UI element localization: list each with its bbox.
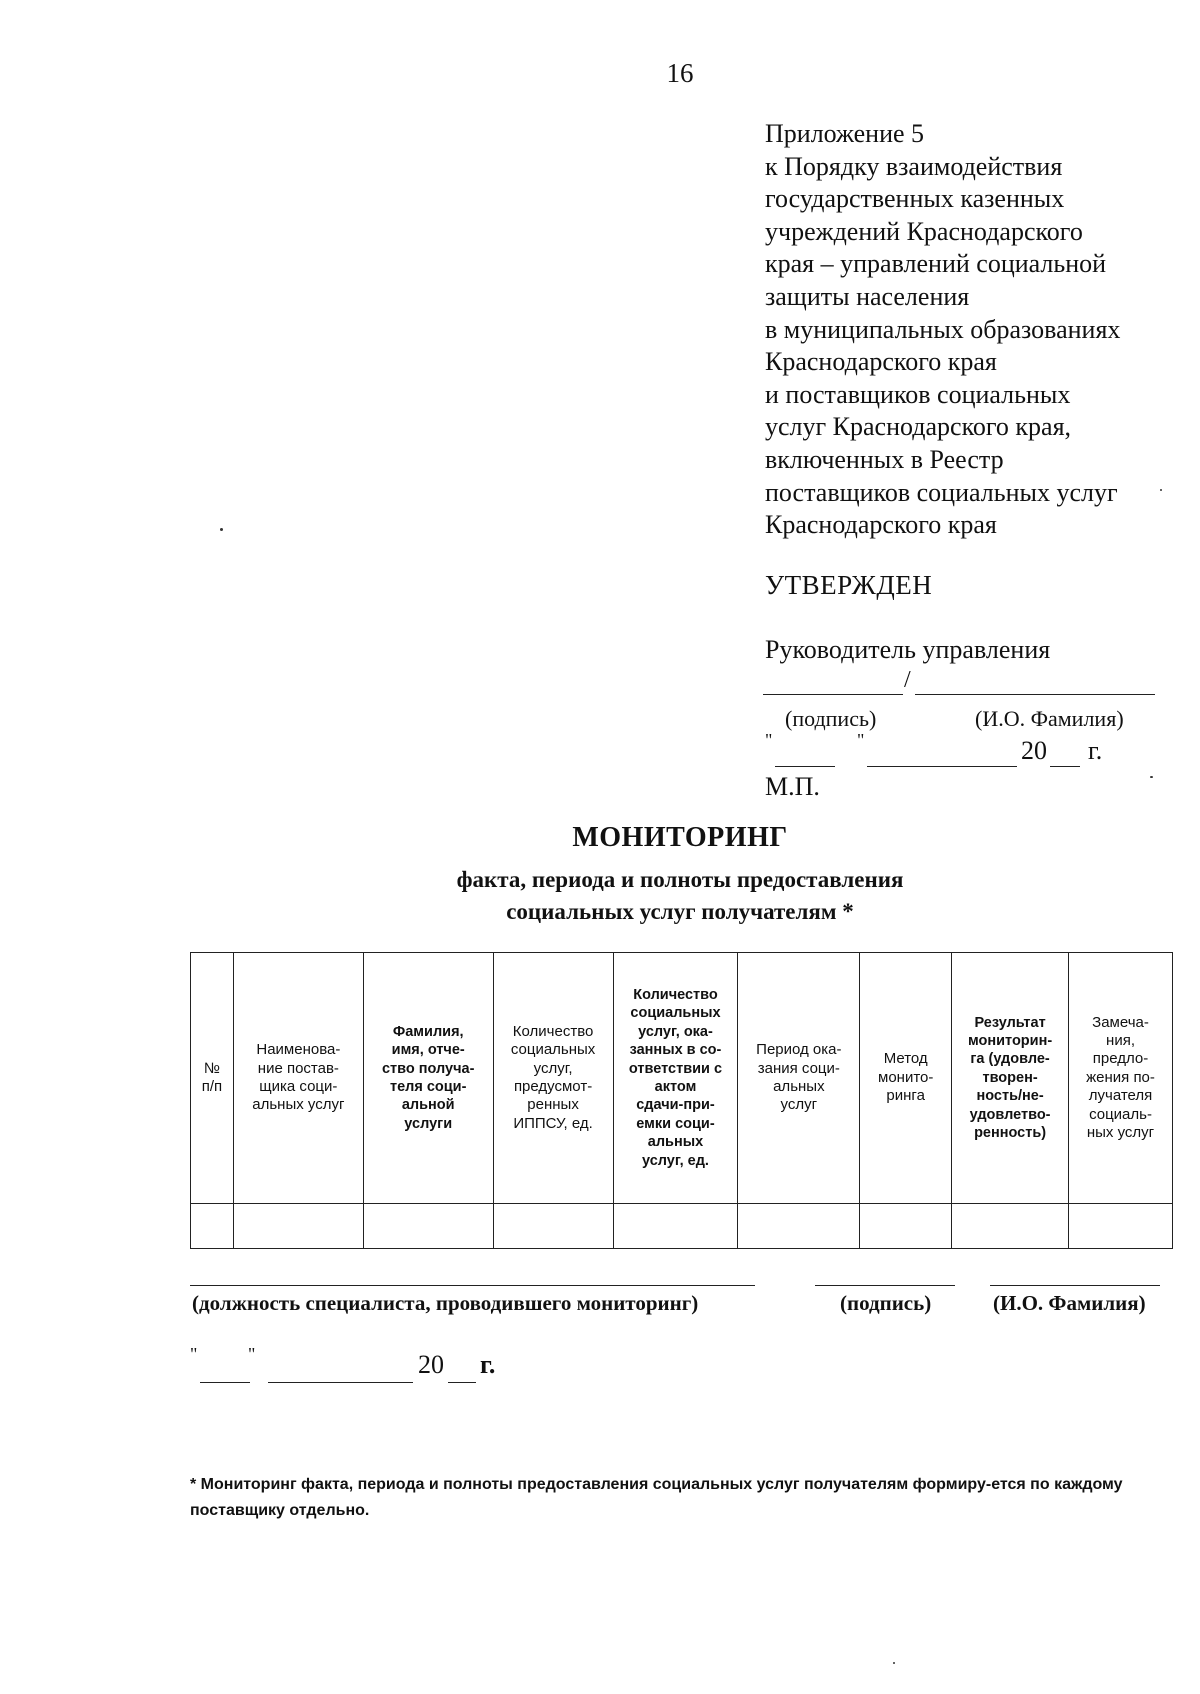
quote-close: " bbox=[248, 1344, 256, 1364]
approval-name-line[interactable] bbox=[915, 694, 1155, 695]
table-cell[interactable] bbox=[493, 1204, 613, 1249]
column-header-provided-count: Количество социальных услуг, ока- занных в со- ответствии с актом сдачи-при- емки соци- альных услуг, ед. bbox=[613, 953, 738, 1204]
table-cell[interactable] bbox=[363, 1204, 493, 1249]
approver-position: Руководитель управления bbox=[765, 635, 1051, 664]
subtitle-line: социальных услуг получателям * bbox=[506, 899, 854, 924]
column-header-recipient: Фамилия, имя, отче- ство получа- теля соци- альной услуги bbox=[363, 953, 493, 1204]
position-line[interactable] bbox=[190, 1285, 755, 1286]
specialist-signature-block bbox=[0, 1285, 1200, 1345]
quote-open: " bbox=[765, 730, 773, 750]
appendix-line: включенных в Реестр bbox=[765, 444, 1004, 474]
column-header-method: Метод монито- ринга bbox=[860, 953, 952, 1204]
year-line[interactable] bbox=[448, 1382, 476, 1383]
appendix-line: поставщиков социальных услуг bbox=[765, 477, 1118, 507]
appendix-line: и поставщиков социальных bbox=[765, 379, 1071, 409]
column-header-remarks: Замеча- ния, предло- жения по- лучателя социаль- ных услуг bbox=[1069, 953, 1173, 1204]
year-suffix: г. bbox=[1088, 736, 1103, 765]
page-number: 16 bbox=[666, 58, 694, 88]
appendix-line: в муниципальных образованиях bbox=[765, 314, 1121, 344]
column-header-result: Результат мониторин- га (удовле- творен- ность/не- удовлетво- ренность) bbox=[952, 953, 1069, 1204]
scan-speck bbox=[893, 1662, 895, 1664]
subtitle-line: факта, периода и полноты предоставления bbox=[456, 867, 904, 892]
appendix-line: учреждений Краснодарского bbox=[765, 216, 1083, 246]
approved-title: УТВЕРЖДЕН bbox=[765, 570, 933, 600]
position-caption: (должность специалиста, проводившего мониторинг) bbox=[192, 1291, 699, 1315]
table-row bbox=[191, 1204, 1173, 1249]
monitoring-date bbox=[190, 1344, 590, 1386]
appendix-line: защиты населения bbox=[765, 281, 970, 311]
signature-separator: / bbox=[904, 667, 911, 693]
table-cell[interactable] bbox=[233, 1204, 363, 1249]
approval-date bbox=[765, 730, 1165, 770]
appendix-line: государственных казенных bbox=[765, 184, 1065, 214]
month-line[interactable] bbox=[268, 1382, 413, 1383]
table-cell[interactable] bbox=[738, 1204, 860, 1249]
column-header-number: № п/п bbox=[191, 953, 234, 1204]
quote-close: " bbox=[857, 730, 865, 750]
specialist-signature-caption: (подпись) bbox=[840, 1291, 932, 1315]
table-cell[interactable] bbox=[952, 1204, 1069, 1249]
appendix-line: Краснодарского края bbox=[765, 347, 997, 377]
quote-open: " bbox=[190, 1344, 198, 1364]
specialist-signature-line[interactable] bbox=[815, 1285, 955, 1286]
footnote: * Мониторинг факта, периода и полноты предоставления социальных услуг получателям формиру-ется по каждому поставщику отдельно. bbox=[190, 1476, 1123, 1519]
table-cell[interactable] bbox=[1069, 1204, 1173, 1249]
approval-signature-line[interactable] bbox=[763, 694, 903, 695]
document-title: МОНИТОРИНГ bbox=[572, 822, 788, 853]
appendix-line: Краснодарского края bbox=[765, 510, 997, 540]
year-suffix: г. bbox=[480, 1350, 496, 1379]
scan-speck bbox=[1150, 776, 1153, 778]
appendix-line: к Порядку взаимодействия bbox=[765, 151, 1063, 181]
year-prefix: 20 bbox=[1021, 736, 1047, 765]
specialist-name-line[interactable] bbox=[990, 1285, 1160, 1286]
day-line[interactable] bbox=[775, 766, 835, 767]
specialist-name-caption: (И.О. Фамилия) bbox=[993, 1291, 1146, 1315]
appendix-line: услуг Краснодарского края, bbox=[765, 412, 1072, 442]
table-cell[interactable] bbox=[191, 1204, 234, 1249]
month-line[interactable] bbox=[867, 766, 1017, 767]
name-caption: (И.О. Фамилия) bbox=[975, 706, 1124, 731]
day-line[interactable] bbox=[200, 1382, 250, 1383]
table-cell[interactable] bbox=[613, 1204, 738, 1249]
table-cell[interactable] bbox=[860, 1204, 952, 1249]
stamp-place: М.П. bbox=[765, 772, 820, 801]
column-header-provider: Наименова- ние постав- щика соци- альных услуг bbox=[233, 953, 363, 1204]
monitoring-table bbox=[190, 952, 1173, 1249]
scan-speck bbox=[220, 528, 223, 531]
appendix-block bbox=[765, 118, 1185, 542]
column-header-period: Период ока- зания соци- альных услуг bbox=[738, 953, 860, 1204]
year-line[interactable] bbox=[1050, 766, 1080, 767]
year-prefix: 20 bbox=[418, 1350, 444, 1379]
scan-speck bbox=[1160, 489, 1162, 491]
appendix-line: Приложение 5 bbox=[765, 119, 925, 148]
column-header-planned-count: Количество социальных услуг, предусмот- ренных ИППСУ, ед. bbox=[493, 953, 613, 1204]
table-header-row bbox=[191, 953, 1173, 1204]
document-subtitle bbox=[0, 864, 1200, 928]
signature-caption: (подпись) bbox=[785, 706, 877, 731]
appendix-line: края – управлений социальной bbox=[765, 249, 1107, 279]
